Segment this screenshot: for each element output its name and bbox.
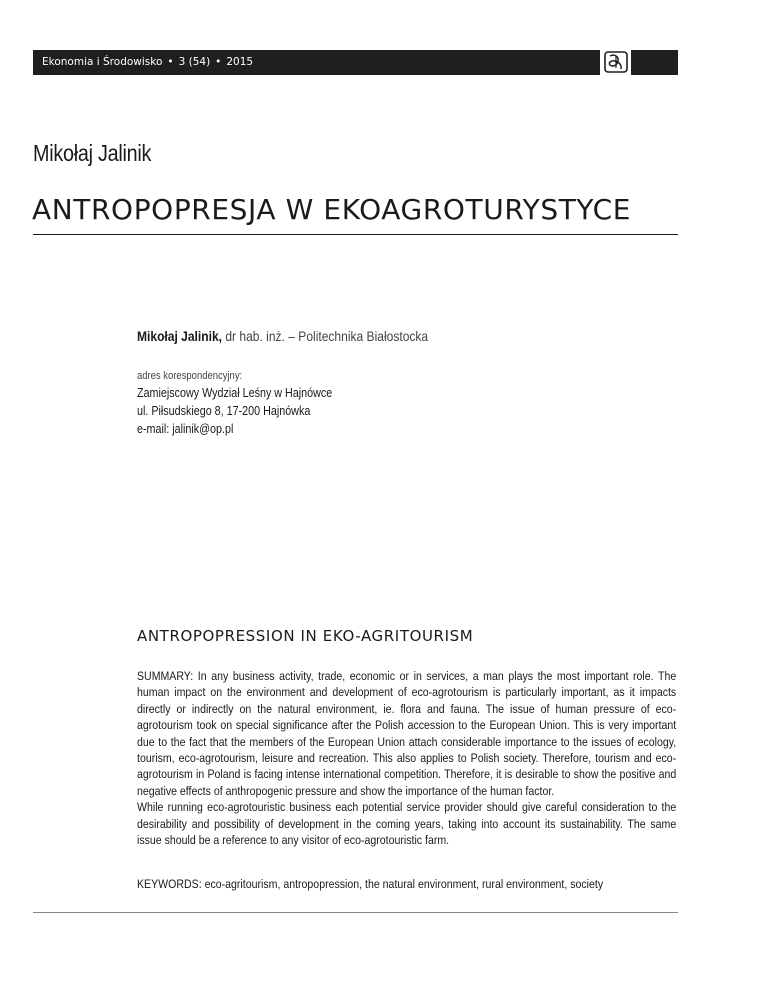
journal-issue: 3 (54) xyxy=(178,56,211,68)
journal-logo-glyph-icon xyxy=(604,51,628,73)
journal-header-bar xyxy=(33,50,678,75)
header-separator: • xyxy=(215,56,222,68)
abstract xyxy=(137,668,676,848)
author-affiliation xyxy=(137,328,428,344)
affiliation-author-name: Mikołaj Jalinik, xyxy=(137,328,222,344)
correspondence-label: adres korespondencyjny: xyxy=(137,370,243,382)
english-title: ANTROPOPRESSION IN EKO-AGRITOURISM xyxy=(137,627,474,645)
journal-logo-icon xyxy=(599,50,632,75)
correspondence-line: ul. Piłsudskiego 8, 17-200 Hajnówka xyxy=(137,404,311,418)
journal-name: Ekonomia i Środowisko xyxy=(42,56,163,68)
article-title: ANTROPOPRESJA W EKOAGROTURYSTYCE xyxy=(32,193,632,226)
article-author: Mikołaj Jalinik xyxy=(33,140,152,166)
header-separator: • xyxy=(167,56,174,68)
journal-year: 2015 xyxy=(226,56,254,68)
title-divider xyxy=(33,234,678,235)
bottom-divider xyxy=(33,912,678,913)
abstract-paragraph: While running eco-agrotouristic business each potential service provider should give careful consideration to the desirability and possibility of development in the coming years, taking into account its sustainability. The same issue should be a reference to any visitor of eco-agrotouristic farm. xyxy=(137,800,677,848)
correspondence-email: e-mail: jalinik@op.pl xyxy=(137,422,234,436)
abstract-paragraph: SUMMARY: In any business activity, trade, economic or in services, a man plays the most important role. The human impact on the environment and development of eco-agrotourism is particularly important, as it impacts directly or indirectly on the natural environment, ie. flora and fauna. The issue of human pressure of eco-agrotourism took on special significance after the Polish accession to the European Union. This is very important due to the fact that the members of the European Union attach considerable importance to the issues of ecology, tourism, eco-agrotourism, leisure and recreation. This also applies to Polish society. Therefore, tourism and eco-agrotourism in Poland is facing intense international competition. Therefore, it is desirable to show the positive and negative effects of anthropogenic pressure and show the importance of the human factor. xyxy=(137,669,677,798)
affiliation-detail: dr hab. inż. – Politechnika Białostocka xyxy=(221,328,429,344)
keywords: KEYWORDS: eco-agritourism, antropopression, the natural environment, rural environment, society xyxy=(137,877,604,891)
correspondence-line: Zamiejscowy Wydział Leśny w Hajnówce xyxy=(137,386,333,400)
